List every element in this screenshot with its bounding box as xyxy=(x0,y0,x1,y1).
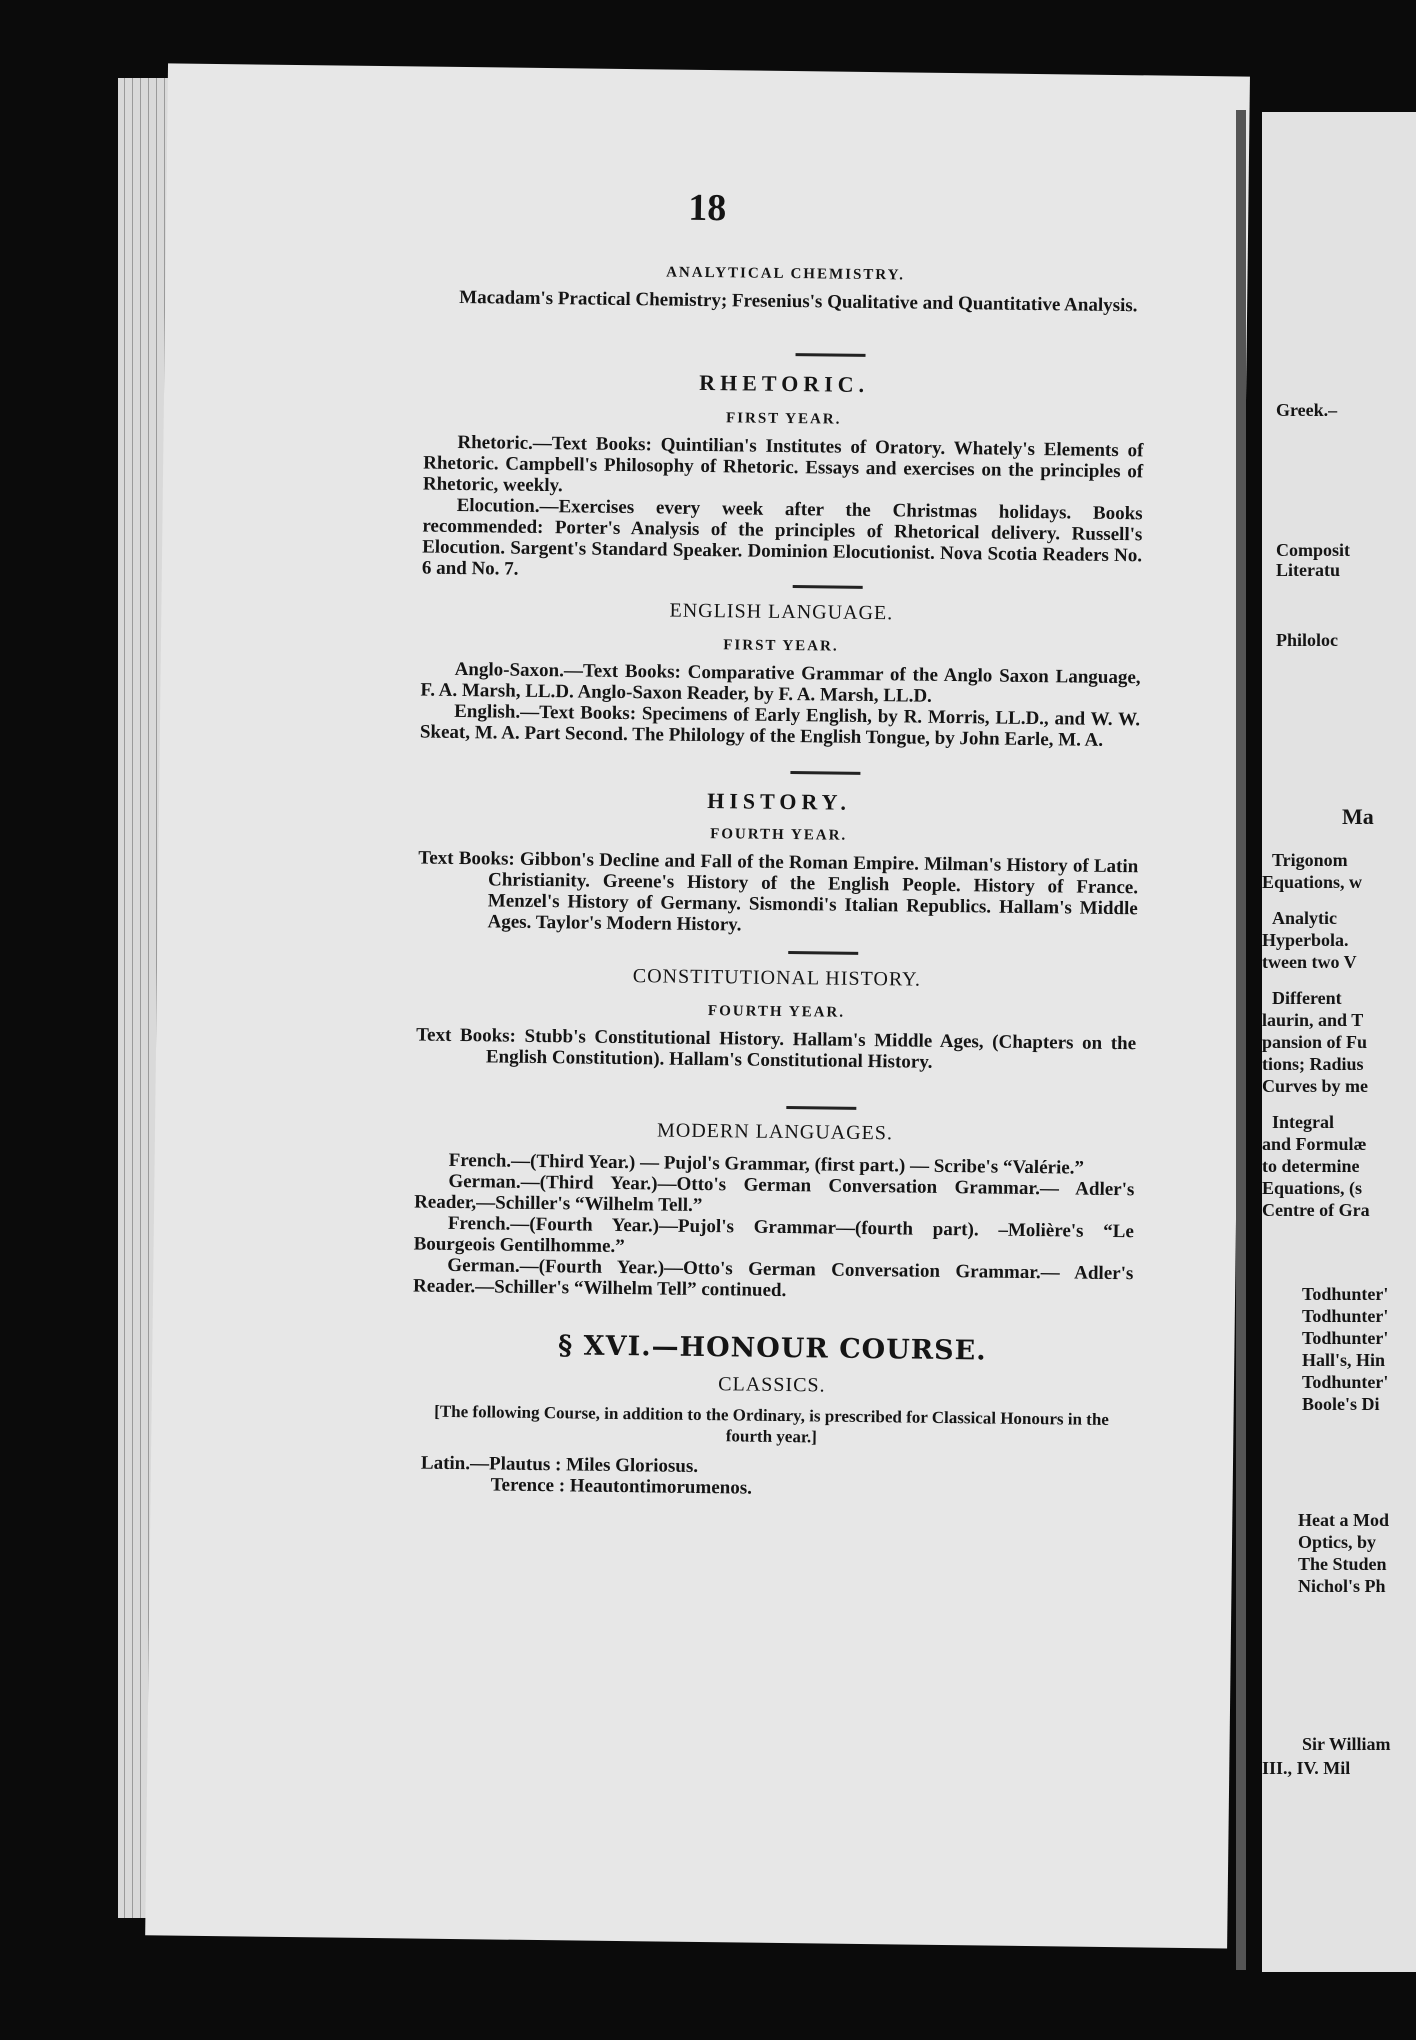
right-text: tions; Radius xyxy=(1262,1054,1364,1074)
right-text: Heat a Mod xyxy=(1298,1510,1389,1530)
year-label: FIRST YEAR. xyxy=(725,410,842,428)
rhetoric-section xyxy=(422,367,1145,588)
right-text: and Formulæ xyxy=(1262,1134,1367,1154)
right-text: Philoloc xyxy=(1276,630,1338,650)
year-label: FOURTH YEAR. xyxy=(710,826,848,844)
section-heading: HISTORY. xyxy=(707,788,852,815)
right-text: Boole's Di xyxy=(1302,1394,1380,1414)
divider xyxy=(796,353,866,357)
paragraph: Rhetoric.—Text Books: Quintilian's Institutes of Oratory. Whately's Elements of Rhetoric. Campbell's Philosophy of Rhetoric. Essays and exercises on the principles of Rhetoric, weekly. xyxy=(422,431,1144,497)
paragraph: Macadam's Practical Chemistry; Fresenius's Qualitative and Quantitative Analysis. xyxy=(459,286,1138,317)
year-label: FOURTH YEAR. xyxy=(707,1003,846,1021)
paragraph: English.—Text Books: Specimens of Early English, by R. Morris, LL.D., and W. W. Skeat, M. A. Part Second. The Philology of the English Tongue, by John Earle, M. A. xyxy=(419,700,1141,751)
right-text: Curves by me xyxy=(1262,1076,1368,1096)
latin-line: Terence : Heautontimorumenos. xyxy=(490,1474,753,1499)
section-heading: CONSTITUTIONAL HISTORY. xyxy=(632,965,922,991)
right-text: laurin, and T xyxy=(1262,1010,1364,1030)
year-label: FIRST YEAR. xyxy=(723,637,839,655)
right-text: Analytic xyxy=(1272,908,1337,928)
right-text: pansion of Fu xyxy=(1262,1032,1368,1052)
right-text: to determine xyxy=(1262,1156,1360,1176)
right-text: Optics, by xyxy=(1298,1532,1377,1552)
section-heading: § XVI.—HONOUR COURSE. xyxy=(557,1330,987,1367)
paragraph: French.—(Fourth Year.)—Pujol's Grammar—(fourth part). –Molière's “Le Bourgeois Gentilhomme.” xyxy=(413,1212,1134,1258)
subsection-heading: CLASSICS. xyxy=(718,1373,826,1397)
divider xyxy=(790,771,860,775)
paragraph: German.—(Fourth Year.)—Otto's German Conversation Grammar.— Adler's Reader.—Schiller's “Wilhelm Tell” continued. xyxy=(412,1254,1134,1302)
right-text: Equations, w xyxy=(1262,872,1363,892)
right-text: tween two V xyxy=(1262,952,1357,972)
right-text: Sir William xyxy=(1302,1734,1391,1754)
right-text: Greek.– xyxy=(1276,400,1338,420)
right-text: Todhunter' xyxy=(1302,1372,1389,1392)
right-text: III., IV. Mil xyxy=(1262,1758,1351,1778)
divider xyxy=(793,585,863,589)
honour-course-section xyxy=(411,1328,1133,1503)
right-text: The Studen xyxy=(1298,1554,1387,1574)
paragraph: Anglo-Saxon.—Text Books: Comparative Grammar of the Anglo Saxon Language, F. A. Marsh, LL.D. Anglo-Saxon Reader, by F. A. Marsh, LL.D. xyxy=(420,658,1141,707)
right-text: Integral xyxy=(1272,1112,1334,1132)
right-text: Todhunter' xyxy=(1302,1284,1389,1304)
right-text: Ma xyxy=(1342,804,1374,829)
right-text: Todhunter' xyxy=(1302,1328,1389,1348)
right-text: Centre of Gra xyxy=(1262,1200,1370,1220)
right-text: Hyperbola. xyxy=(1262,930,1349,950)
modern-languages-section xyxy=(413,1116,1135,1305)
paragraph: Elocution.—Exercises every week after the Christmas holidays. Books recommended: Porter's Analysis of the principles of Rhetorical delivery. Russell's Elocution. Sargent's Standard Speaker. Dominion Elocutionist. Nova Scotia Readers No. 6 and No. 7. xyxy=(421,494,1143,580)
section-heading: ANALYTICAL CHEMISTRY. xyxy=(666,264,905,284)
right-text: Literatu xyxy=(1276,560,1340,580)
paragraph: German.—(Third Year.)—Otto's German Conversation Grammar.— Adler's Reader,—Schiller's “Wilhelm Tell.” xyxy=(414,1170,1135,1217)
paragraph: French.—(Third Year.) — Pujol's Grammar, (first part.) — Scribe's “Valérie.” xyxy=(448,1149,1085,1179)
latin-line: Latin.—Plautus : Miles Gloriosus. xyxy=(420,1452,699,1477)
history-section xyxy=(417,785,1139,941)
section-heading: RHETORIC. xyxy=(699,369,870,397)
right-text: Different xyxy=(1272,988,1342,1008)
left-page xyxy=(145,63,1250,1948)
section-heading: MODERN LANGUAGES. xyxy=(656,1119,894,1145)
right-text: Trigonom xyxy=(1272,850,1348,870)
book-gutter xyxy=(1236,110,1246,1970)
page-number: 18 xyxy=(688,186,727,230)
right-text: Composit xyxy=(1276,540,1351,560)
right-text: Hall's, Hin xyxy=(1302,1350,1386,1370)
analytical-chemistry-section xyxy=(425,262,1146,317)
paragraph: Text Books: Gibbon's Decline and Fall of the Roman Empire. Milman's History of Latin Christianity. Greene's History of the English People. History of France. Menzel's History of Germany. Sismondi's Italian Republics. Hallam's Middle Ages. Taylor's Modern History. xyxy=(418,847,1139,936)
paragraph: Text Books: Stubb's Constitutional History. Hallam's Middle Ages, (Chapters on the English Constitution). Hallam's Constitutional History. xyxy=(416,1024,1137,1073)
constitutional-history-section xyxy=(416,963,1137,1076)
right-page-fragment xyxy=(1262,112,1416,1972)
section-heading: ENGLISH LANGUAGE. xyxy=(669,599,894,625)
course-note: [The following Course, in addition to the Ordinary, is prescribed for Classical Honours in the fourth year.] xyxy=(434,1401,1110,1447)
divider xyxy=(786,1106,856,1110)
right-text: Nichol's Ph xyxy=(1298,1576,1386,1596)
english-language-section xyxy=(420,597,1142,752)
right-text: Equations, (s xyxy=(1262,1178,1363,1198)
right-text: Todhunter' xyxy=(1302,1306,1389,1326)
divider xyxy=(788,951,858,955)
